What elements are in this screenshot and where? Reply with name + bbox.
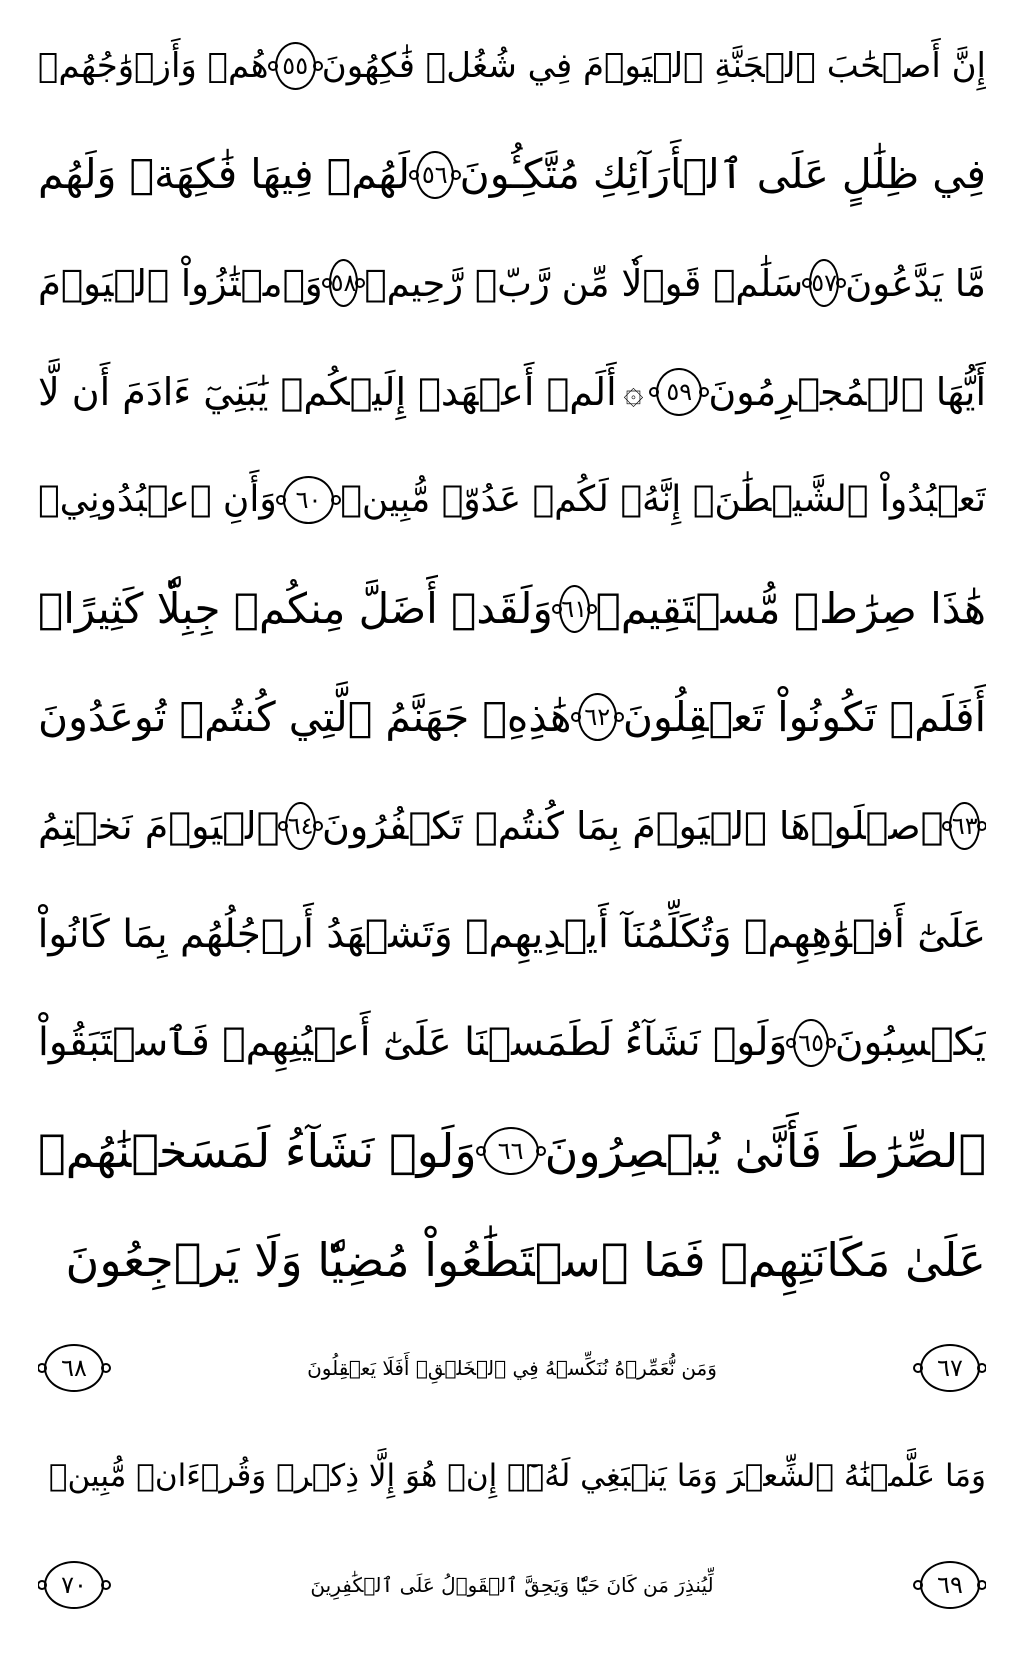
verse-text: ٱصۡلَوۡهَا ٱلۡيَوۡمَ بِمَا كُنتُمۡ تَكۡفُرُونَ [321,803,944,848]
verse-text: هَٰذَا صِرَٰطٞ مُّسۡتَقِيمٞ [595,583,986,633]
verse-line [38,1314,986,1423]
ayah-number-marker: ٦٨ [44,1344,104,1392]
verse-text: لَهُمۡ فِيهَا فَٰكِهَةٞ وَلَهُم [38,150,410,199]
verse-text: ٱلصِّرَٰطَ فَأَنَّىٰ يُبۡصِرُونَ [544,1124,986,1179]
ayah-number-marker: ٥٨ [329,259,359,307]
verse-text: مَّا يَدَّعُونَ [845,261,986,305]
ayah-number-marker: ٥٦ [416,151,454,199]
verse-text: سَلَٰمٞ قَوۡلٗا مِّن رَّبّٖ رَّحِيمٖ [364,261,804,305]
verse-line [38,880,986,989]
verse-text: عَلَىٰٓ أَفۡوَٰهِهِمۡ وَتُكَلِّمُنَآ أَيۡدِيهِمۡ وَتَشۡهَدُ أَرۡجُلُهُم بِمَا كَانُواْ [38,911,986,957]
ayah-number-marker: ٥٩ [656,368,702,416]
verse-line [38,555,986,664]
ayah-number-marker: ٦٧ [920,1344,980,1392]
verse-text: وَأَنِ ٱعۡبُدُونِيۚ [38,479,277,521]
verse-text: أَلَمۡ أَعۡهَدۡ إِلَيۡكُمۡ يَٰبَنِيٓ ءَادَمَ أَن لَّا [38,369,617,414]
verse-text: فِي ظِلَٰلٍ عَلَى ٱلۡأَرَآئِكِ مُتَّكِـُٔونَ [459,150,986,199]
ayah-number-marker: ٥٥ [275,42,316,90]
verse-line [38,12,986,121]
verse-text: وَلَوۡ نَشَآءُ لَطَمَسۡنَا عَلَىٰٓ أَعۡيُنِهِمۡ فَٱسۡتَبَقُواْ [38,1020,788,1066]
verse-text: عَلَىٰ مَكَانَتِهِمۡ فَمَا ٱسۡتَطَٰعُواْ مُضِيّٗا وَلَا يَرۡجِعُونَ [65,1232,986,1287]
verse-line [38,772,986,881]
verse-line [38,1531,986,1640]
verse-text: وَٱمۡتَٰزُواْ ٱلۡيَوۡمَ [38,261,323,305]
verse-text: وَمَن نُّعَمِّرۡهُ نُنَكِّسۡهُ فِي ٱلۡخَلۡقِۚ أَفَلَا يَعۡقِلُونَ [307,1356,717,1381]
ayah-number-marker: ٦١ [559,585,590,633]
verse-text: وَمَا عَلَّمۡنَٰهُ ٱلشِّعۡرَ وَمَا يَنۢبَغِي لَهُۥٓۚ إِنۡ هُوَ إِلَّا ذِكۡرٞ وَقُرۡءَانٞ مُّبِينٞ [48,1458,986,1495]
hizb-marker-icon: ۞ [623,371,644,412]
ayah-number-marker: ٦٤ [285,802,316,850]
ayah-number-marker: ٥٧ [809,259,839,307]
ayah-number-marker: ٦٣ [949,802,980,850]
verse-line [38,446,986,555]
verse-text: وَلَقَدۡ أَضَلَّ مِنكُمۡ جِبِلّٗا كَثِيرًاۖ [38,583,553,633]
verse-line [38,121,986,230]
ayah-number-marker: ٦٠ [283,476,334,524]
verse-text: هُمۡ وَأَزۡوَٰجُهُمۡ [38,46,269,87]
verse-line [38,989,986,1098]
verse-line [38,1423,986,1532]
verse-text: لِّيُنذِرَ مَن كَانَ حَيّٗا وَيَحِقَّ ٱلۡقَوۡلُ عَلَى ٱلۡكَٰفِرِينَ [310,1573,714,1598]
verse-text: يَكۡسِبُونَ [834,1020,986,1066]
verse-text: وَلَوۡ نَشَآءُ لَمَسَخۡنَٰهُمۡ [38,1124,477,1179]
verse-line [38,338,986,447]
verse-line [38,663,986,772]
verse-text: تَعۡبُدُواْ ٱلشَّيۡطَٰنَۖ إِنَّهُۥ لَكُمۡ عَدُوّٞ مُّبِينٞ [340,479,986,521]
verse-line [38,1206,986,1315]
verse-text: ٱلۡيَوۡمَ نَخۡتِمُ [38,803,280,848]
ayah-number-marker: ٦٥ [793,1019,829,1067]
verse-text: أَيُّهَا ٱلۡمُجۡرِمُونَ [708,369,986,414]
ayah-number-marker: ٧٠ [44,1561,104,1609]
verse-line [38,229,986,338]
verse-text: هَٰذِهِۦ جَهَنَّمُ ٱلَّتِي كُنتُمۡ تُوعَدُونَ [38,692,572,741]
ayah-number-marker: ٦٢ [578,693,617,741]
ayah-number-marker: ٦٦ [483,1127,539,1175]
verse-text: إِنَّ أَصۡحَٰبَ ٱلۡجَنَّةِ ٱلۡيَوۡمَ فِي شُغُلٖ فَٰكِهُونَ [321,46,986,87]
verse-text: أَفَلَمۡ تَكُونُواْ تَعۡقِلُونَ [622,692,986,741]
ayah-number-marker: ٦٩ [920,1561,980,1609]
verse-line [38,1097,986,1206]
